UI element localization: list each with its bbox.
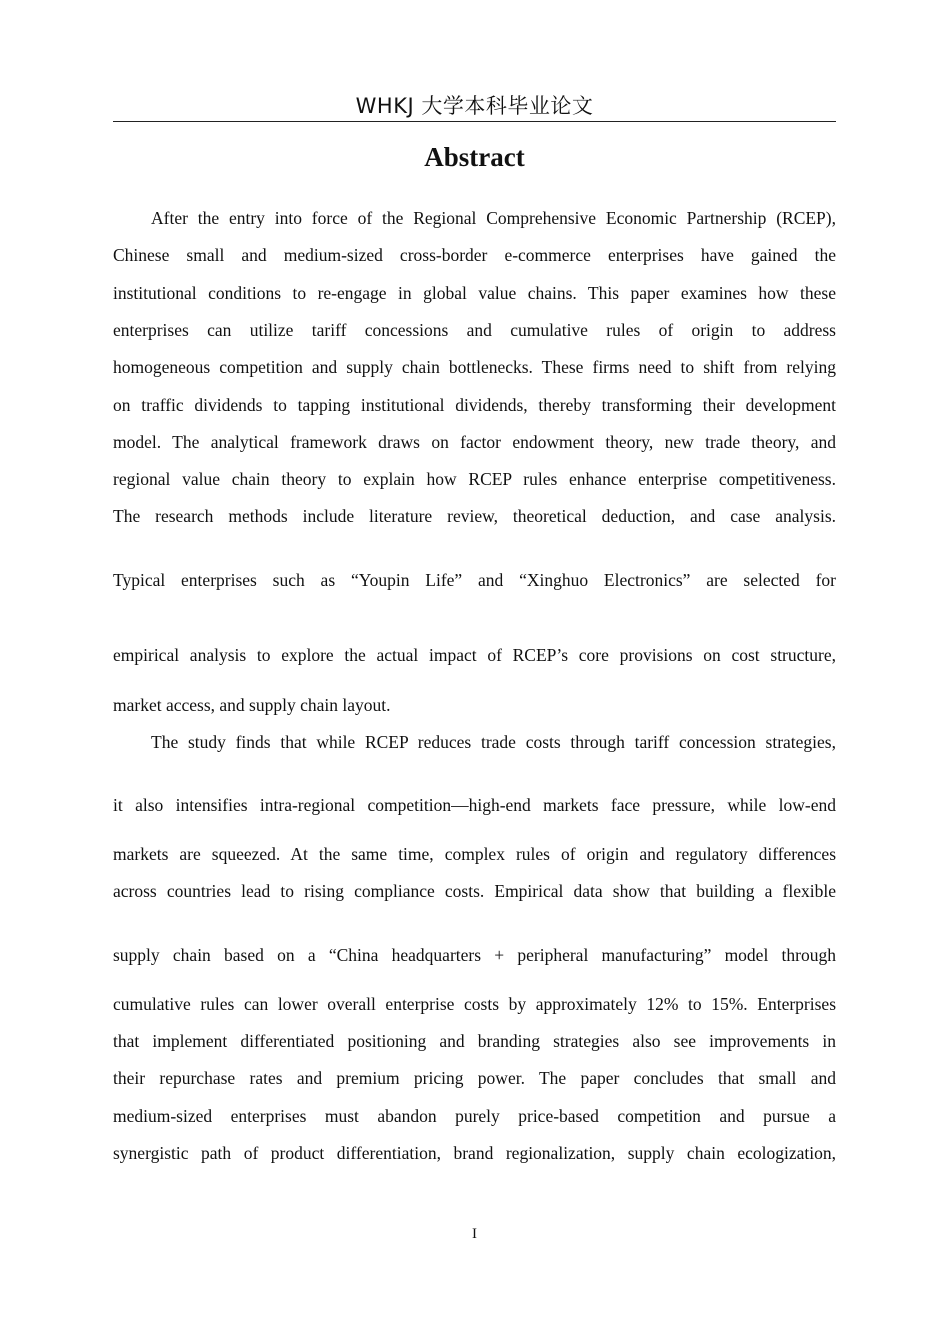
text-line: on traffic dividends to tapping institutional dividends, thereby transforming their development (113, 395, 836, 415)
text-line: enterprises can utilize tariff concessions and cumulative rules of origin to address (113, 320, 836, 340)
text-line: The study finds that while RCEP reduces trade costs through tariff concession strategies, (151, 732, 836, 752)
text-line: regional value chain theory to explain how RCEP rules enhance enterprise competitiveness. (113, 469, 836, 489)
page-title: Abstract (424, 142, 525, 172)
text-line: The research methods include literature review, theoretical deduction, and case analysis. (113, 506, 836, 526)
text-line: across countries lead to rising compliance costs. Empirical data show that building a flexible (113, 881, 836, 901)
text-line: Chinese small and medium-sized cross-border e-commerce enterprises have gained the (113, 245, 836, 265)
header-divider (113, 121, 836, 122)
text-line: cumulative rules can lower overall enterprise costs by approximately 12% to 15%. Enterprises (113, 994, 836, 1014)
paragraph (113, 200, 836, 724)
abstract-body (113, 200, 836, 1172)
text-line: their repurchase rates and premium pricing power. The paper concludes that small and (113, 1068, 836, 1088)
text-line: synergistic path of product differentiation, brand regionalization, supply chain ecologization, (113, 1143, 836, 1163)
text-line: institutional conditions to re-engage in global value chains. This paper examines how these (113, 283, 836, 303)
text-line: Typical enterprises such as “Youpin Life” and “Xinghuo Electronics” are selected for (113, 570, 836, 590)
running-header: WHKJ 大学本科毕业论文 (355, 94, 594, 118)
text-line: After the entry into force of the Regional Comprehensive Economic Partnership (RCEP), (151, 208, 836, 228)
text-line: model. The analytical framework draws on factor endowment theory, new trade theory, and (113, 432, 836, 452)
text-line: supply chain based on a “China headquarters + peripheral manufacturing” model through (113, 945, 836, 965)
text-line: market access, and supply chain layout. (113, 695, 391, 715)
text-line: markets are squeezed. At the same time, complex rules of origin and regulatory differences (113, 844, 836, 864)
text-line: homogeneous competition and supply chain bottlenecks. These firms need to shift from relying (113, 357, 836, 377)
text-line: empirical analysis to explore the actual impact of RCEP’s core provisions on cost structure, (113, 645, 836, 665)
page-number: I (472, 1226, 477, 1242)
text-line: that implement differentiated positioning and branding strategies also see improvements in (113, 1031, 836, 1051)
text-line: medium-sized enterprises must abandon purely price-based competition and pursue a (113, 1106, 836, 1126)
text-line: it also intensifies intra-regional competition—high-end markets face pressure, while low-end (113, 795, 836, 815)
paragraph (113, 724, 836, 1172)
